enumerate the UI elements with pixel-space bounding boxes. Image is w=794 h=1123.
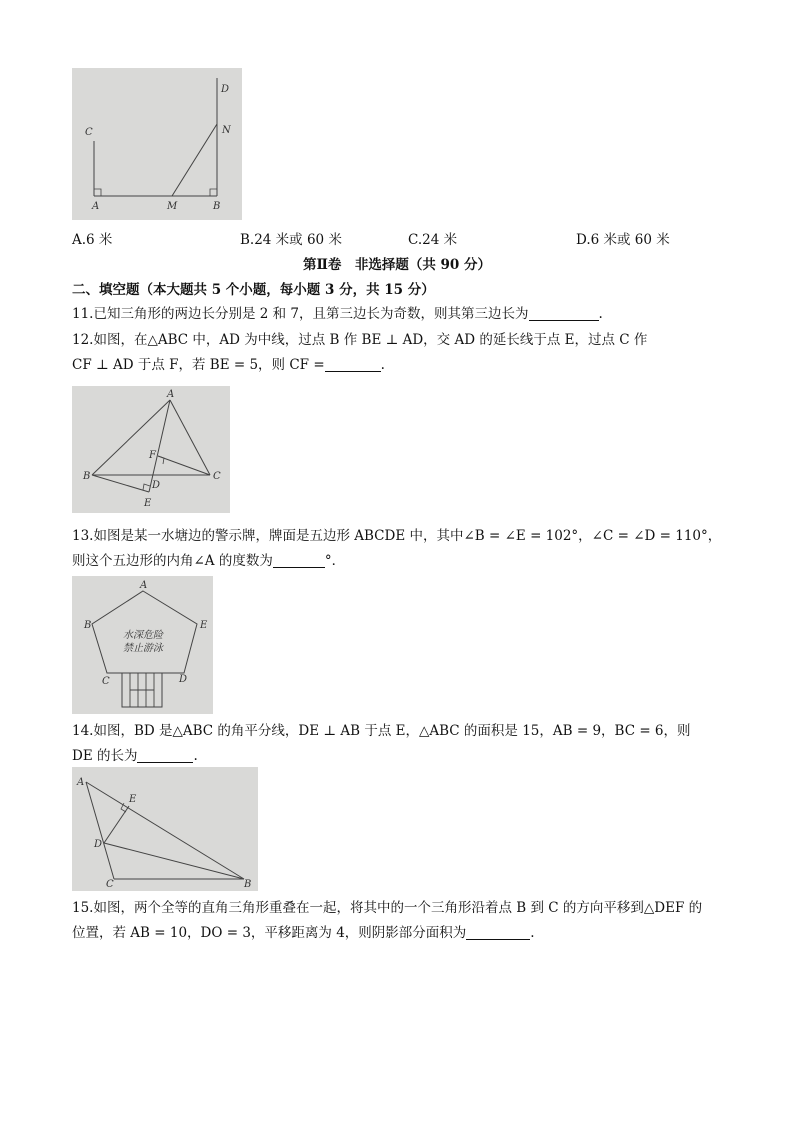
label-d: D [94, 839, 103, 850]
label-b: B [213, 201, 221, 212]
label-m: M [167, 201, 178, 212]
label-f: F [149, 450, 156, 461]
label-c: C [102, 676, 110, 687]
figure-q13-diagram [72, 576, 213, 714]
question-12-end: . [380, 357, 385, 373]
figure-q10-diagram [72, 68, 242, 220]
sign-text-line2: 禁止游泳 [123, 643, 163, 654]
label-d: D [152, 480, 161, 491]
figure-q12-diagram [72, 386, 230, 513]
question-15-line2 [72, 924, 535, 942]
figure-q14-diagram [72, 767, 258, 891]
label-c: C [106, 879, 114, 890]
figure-q12 [72, 386, 230, 513]
question-12-line1: 12.如图，在△ABC 中，AD 为中线，过点 B 作 BE ⊥ AD，交 AD 的延长线于点 E，过点 C 作 [72, 332, 648, 348]
label-e: E [129, 794, 137, 805]
question-11-end: . [598, 306, 603, 322]
figure-q10 [72, 68, 242, 220]
answer-blank-12[interactable] [325, 357, 381, 372]
question-11 [72, 305, 603, 323]
question-13-end: °． [324, 553, 346, 569]
question-13-text: 则这个五边形的内角∠A 的度数为 [72, 553, 273, 569]
question-14-end: . [193, 748, 198, 764]
label-n: N [222, 125, 231, 136]
option-c: C.24 米 [408, 232, 458, 248]
sign-text-line1: 水深危险 [123, 630, 163, 641]
label-a: A [77, 777, 85, 788]
question-15-line1: 15.如图，两个全等的直角三角形重叠在一起，将其中的一个三角形沿着点 B 到 C 的方向平移到△DEF 的 [72, 900, 703, 916]
question-11-text: 11.已知三角形的两边长分别是 2 和 7，且第三边长为奇数，则其第三边长为 [72, 306, 529, 322]
label-b: B [83, 471, 91, 482]
label-b: B [84, 620, 92, 631]
label-a: A [140, 580, 148, 591]
label-e: E [144, 498, 152, 509]
question-14-line1: 14.如图，BD 是△ABC 的角平分线，DE ⊥ AB 于点 E，△ABC 的面积是 15，AB = 9，BC = 6，则 [72, 723, 691, 739]
answer-blank-11[interactable] [529, 306, 599, 321]
question-14-line2 [72, 747, 198, 765]
label-a: A [167, 389, 175, 400]
answer-blank-14[interactable] [137, 748, 193, 763]
question-13-line2 [72, 552, 345, 570]
question-12-line2 [72, 356, 385, 374]
question-15-text: 位置，若 AB = 10，DO = 3，平移距离为 4，则阴影部分面积为 [72, 925, 467, 941]
figure-q13 [72, 576, 213, 714]
option-b: B.24 米或 60 米 [240, 232, 342, 248]
label-c: C [85, 127, 93, 138]
option-a: A.6 米 [72, 232, 113, 248]
label-a: A [92, 201, 100, 212]
question-13-line1: 13.如图是某一水塘边的警示牌，牌面是五边形 ABCDE 中，其中∠B = ∠E = 102°，∠C = ∠D = 110°， [72, 528, 722, 544]
answer-blank-15[interactable] [466, 925, 530, 940]
label-e: E [200, 620, 208, 631]
section2-heading: 二、填空题（本大题共 5 个小题，每小题 3 分，共 15 分） [72, 282, 435, 298]
label-c: C [213, 471, 221, 482]
label-d: D [179, 674, 188, 685]
part2-title: 第Ⅱ卷 非选择题（共 90 分） [302, 257, 492, 273]
label-d: D [221, 84, 230, 95]
figure-q14 [72, 767, 258, 891]
answer-blank-13[interactable] [273, 553, 325, 568]
question-12-text: CF ⊥ AD 于点 F，若 BE = 5，则 CF = [72, 357, 325, 373]
question-14-text: DE 的长为 [72, 748, 138, 764]
question-15-end: . [530, 925, 535, 941]
label-b: B [244, 879, 252, 890]
option-d: D.6 米或 60 米 [576, 232, 670, 248]
